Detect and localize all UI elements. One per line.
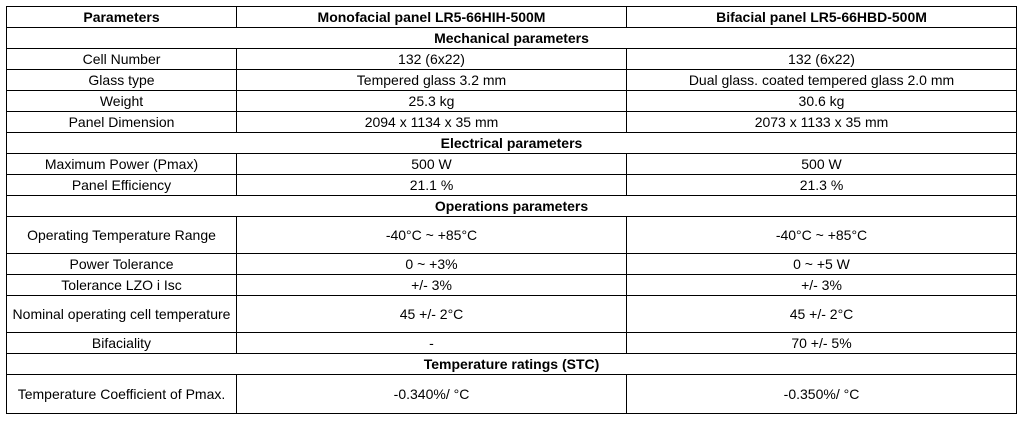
bi-cell: 500 W xyxy=(627,154,1017,175)
param-cell: Cell Number xyxy=(7,49,237,70)
bi-cell: 21.3 % xyxy=(627,175,1017,196)
bi-cell: 45 +/- 2°C xyxy=(627,296,1017,333)
mono-cell: 25.3 kg xyxy=(237,91,627,112)
mono-cell: 132 (6x22) xyxy=(237,49,627,70)
table-row xyxy=(7,175,1017,196)
table-row xyxy=(7,154,1017,175)
table-row xyxy=(7,112,1017,133)
header-row xyxy=(7,7,1017,28)
mono-cell: 0 ~ +3% xyxy=(237,254,627,275)
header-monofacial: Monofacial panel LR5-66HIH-500M xyxy=(237,7,627,28)
mono-cell: -0.340%/ °C xyxy=(237,375,627,414)
section-row xyxy=(7,196,1017,217)
table-row xyxy=(7,70,1017,91)
mono-cell: 21.1 % xyxy=(237,175,627,196)
param-cell: Power Tolerance xyxy=(7,254,237,275)
param-cell: Weight xyxy=(7,91,237,112)
section-row xyxy=(7,133,1017,154)
header-bifacial: Bifacial panel LR5-66HBD-500M xyxy=(627,7,1017,28)
table-row xyxy=(7,296,1017,333)
table-row xyxy=(7,333,1017,354)
mono-cell: -40°C ~ +85°C xyxy=(237,217,627,254)
section-temperature: Temperature ratings (STC) xyxy=(7,354,1017,375)
mono-cell: 2094 x 1134 x 35 mm xyxy=(237,112,627,133)
bi-cell: -40°C ~ +85°C xyxy=(627,217,1017,254)
mono-cell: 500 W xyxy=(237,154,627,175)
table-row xyxy=(7,254,1017,275)
param-cell: Temperature Coefficient of Pmax. xyxy=(7,375,237,414)
section-mechanical: Mechanical parameters xyxy=(7,28,1017,49)
table-row xyxy=(7,375,1017,414)
param-cell: Glass type xyxy=(7,70,237,91)
section-electrical: Electrical parameters xyxy=(7,133,1017,154)
param-cell: Maximum Power (Pmax) xyxy=(7,154,237,175)
table-row xyxy=(7,49,1017,70)
table-row xyxy=(7,275,1017,296)
section-operations: Operations parameters xyxy=(7,196,1017,217)
param-cell: Panel Efficiency xyxy=(7,175,237,196)
param-cell: Panel Dimension xyxy=(7,112,237,133)
bi-cell: 132 (6x22) xyxy=(627,49,1017,70)
bi-cell: 70 +/- 5% xyxy=(627,333,1017,354)
param-cell: Bifaciality xyxy=(7,333,237,354)
param-cell: Operating Temperature Range xyxy=(7,217,237,254)
table-row xyxy=(7,91,1017,112)
bi-cell: Dual glass. coated tempered glass 2.0 mm xyxy=(627,70,1017,91)
section-row xyxy=(7,28,1017,49)
table-row xyxy=(7,217,1017,254)
bi-cell: 30.6 kg xyxy=(627,91,1017,112)
mono-cell: - xyxy=(237,333,627,354)
bi-cell: -0.350%/ °C xyxy=(627,375,1017,414)
param-cell: Nominal operating cell temperature xyxy=(7,296,237,333)
mono-cell: Tempered glass 3.2 mm xyxy=(237,70,627,91)
bi-cell: +/- 3% xyxy=(627,275,1017,296)
mono-cell: 45 +/- 2°C xyxy=(237,296,627,333)
bi-cell: 2073 x 1133 x 35 mm xyxy=(627,112,1017,133)
section-row xyxy=(7,354,1017,375)
param-cell: Tolerance LZO i Isc xyxy=(7,275,237,296)
header-parameters: Parameters xyxy=(7,7,237,28)
specs-table xyxy=(6,6,1017,414)
bi-cell: 0 ~ +5 W xyxy=(627,254,1017,275)
mono-cell: +/- 3% xyxy=(237,275,627,296)
